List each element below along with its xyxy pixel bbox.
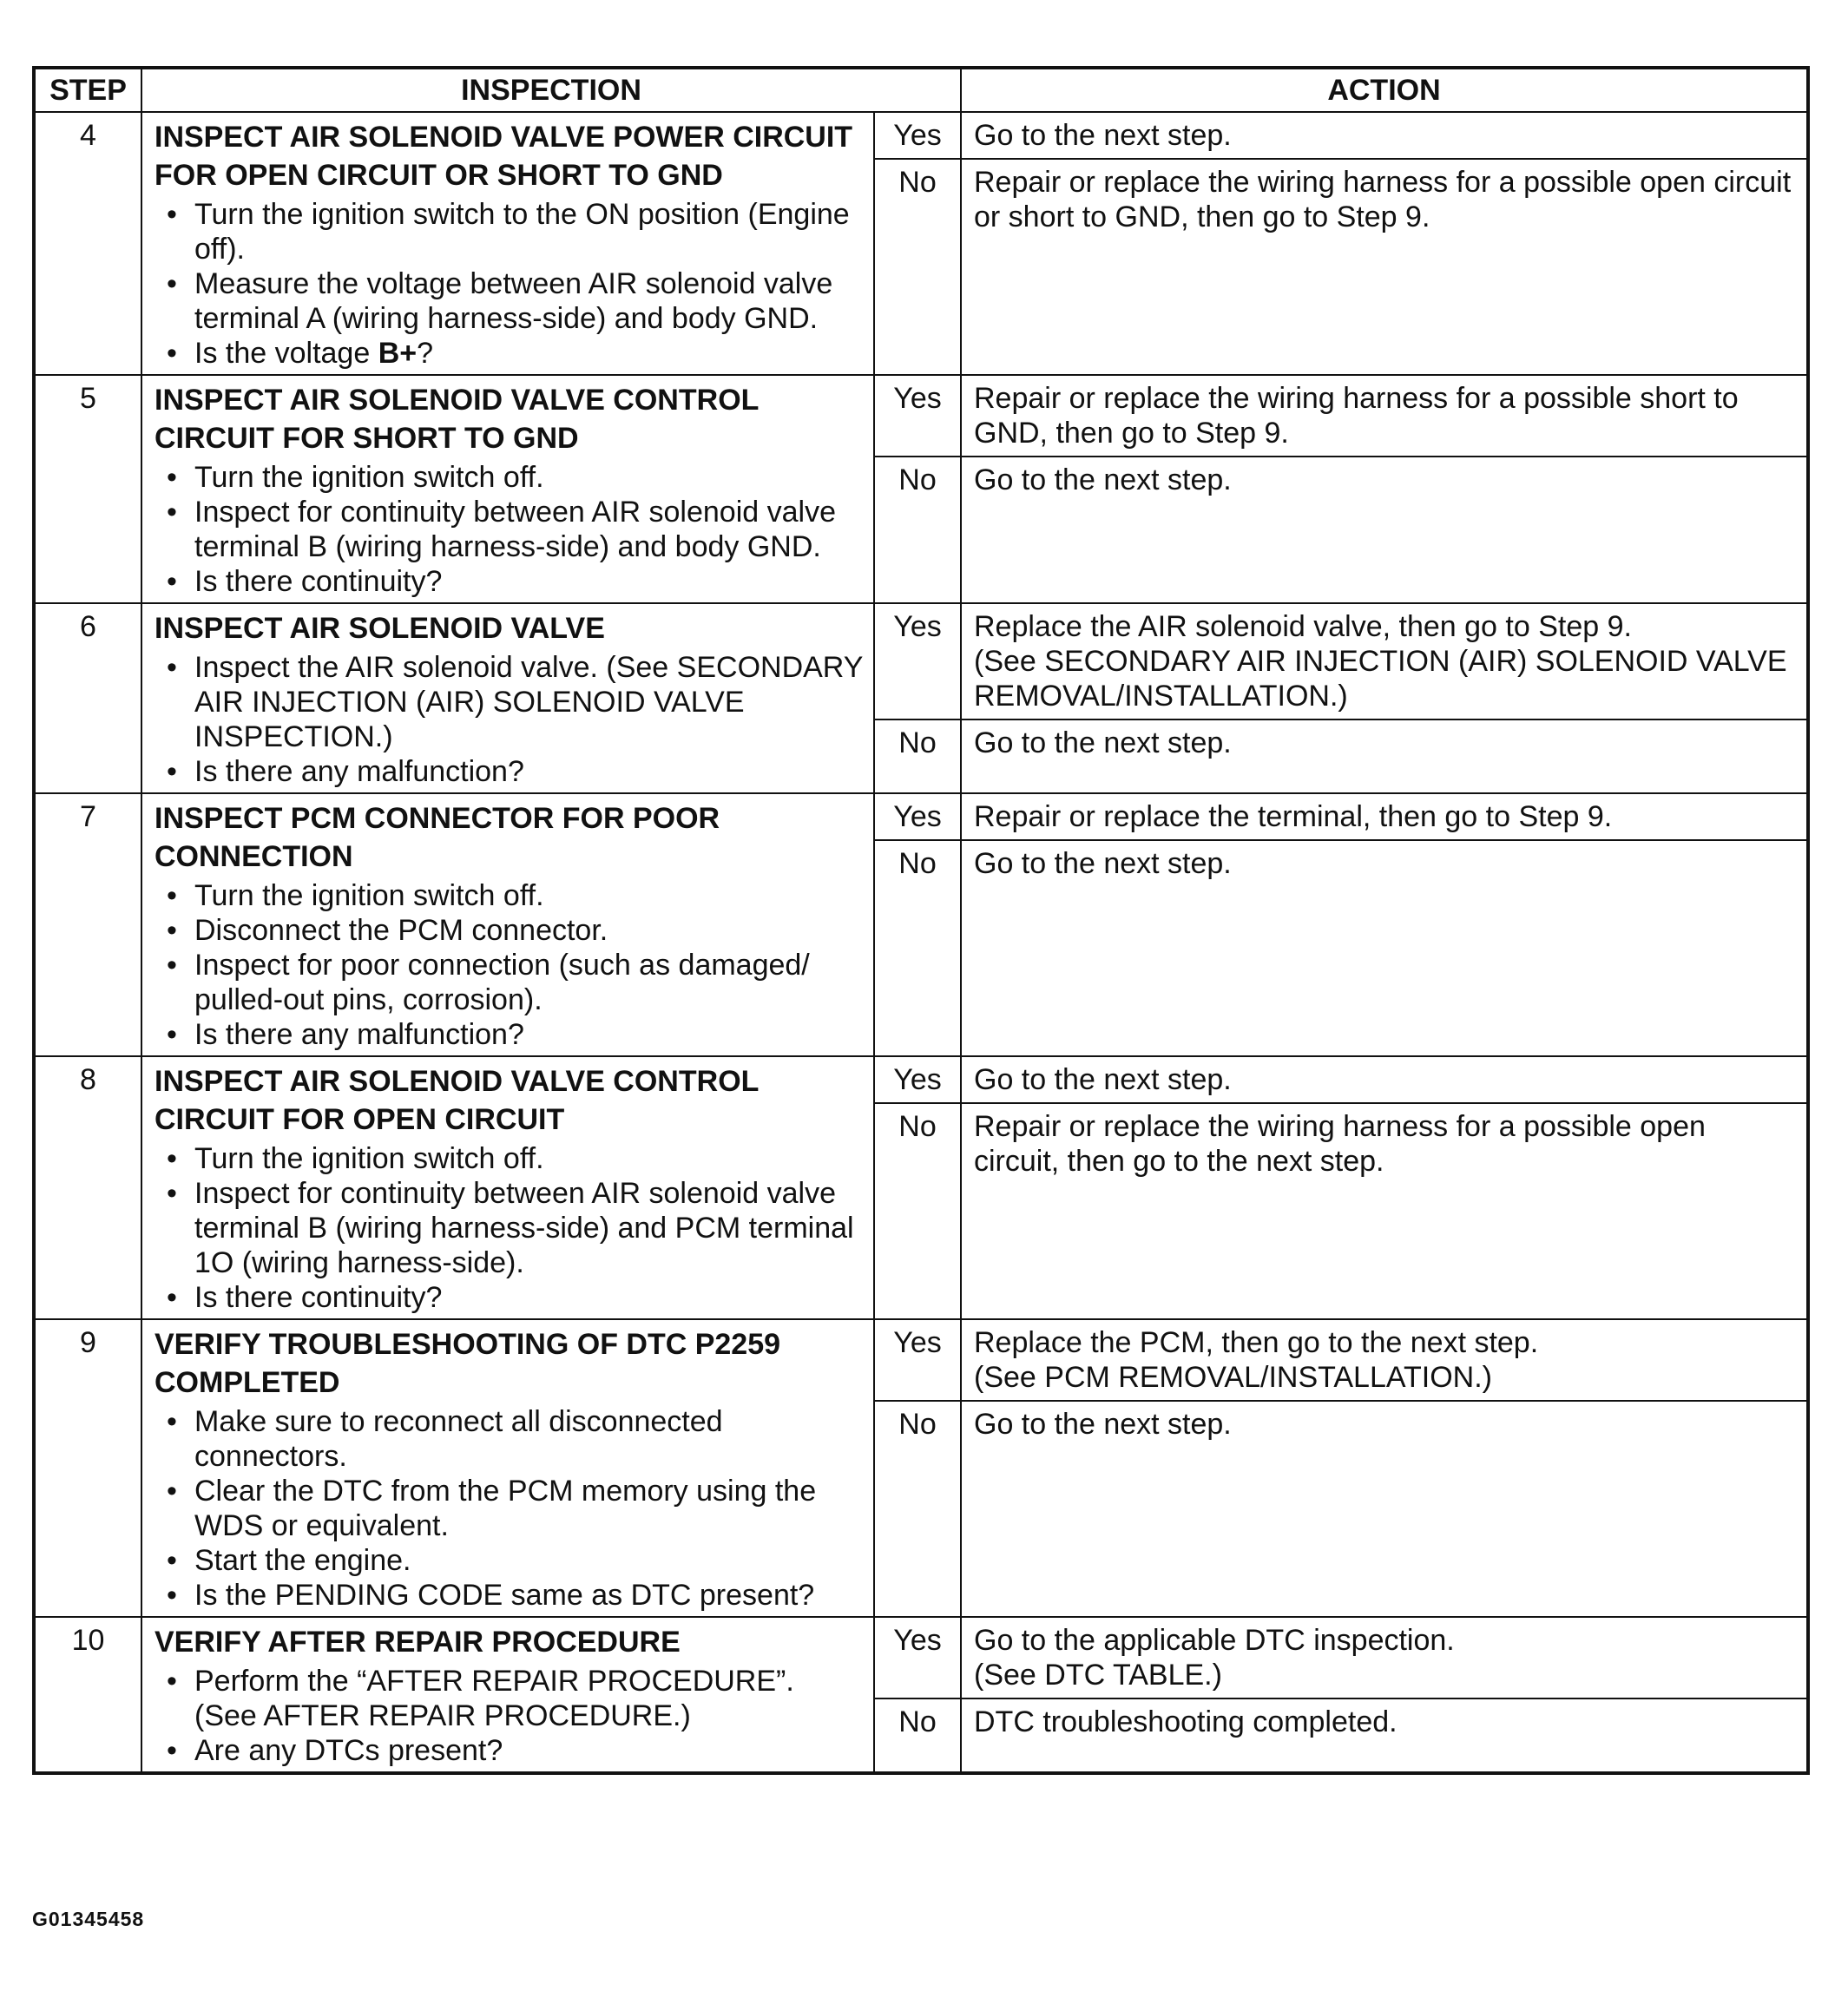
inspection-bullet: • Is the PENDING CODE same as DTC present? — [155, 1578, 865, 1613]
step-number: 5 — [34, 375, 141, 603]
inspection-bullet: • Start the engine. — [155, 1543, 865, 1578]
yes-action: Repair or replace the terminal, then go to Step 9. — [961, 793, 1808, 840]
inspection-bullet: • Inspect for continuity between AIR solenoid valve terminal B (wiring harness-side) and body GND. — [155, 495, 865, 564]
no-label: No — [874, 1103, 961, 1319]
header-step: STEP — [34, 68, 141, 112]
inspection-bullet: • Turn the ignition switch off. — [155, 878, 865, 913]
action-line: Go to the applicable DTC inspection. — [974, 1624, 1455, 1657]
no-label: No — [874, 719, 961, 793]
table-row — [34, 375, 1808, 457]
table-row — [34, 1056, 1808, 1103]
step-number: 6 — [34, 603, 141, 793]
inspection-bullets — [155, 1141, 865, 1315]
inspection-bullets — [155, 1404, 865, 1613]
inspection-bullet: • Disconnect the PCM connector. — [155, 913, 865, 948]
inspection-bullet: • Turn the ignition switch off. — [155, 460, 865, 495]
yes-label: Yes — [874, 1056, 961, 1103]
inspection-bullets — [155, 650, 865, 789]
no-action: DTC troubleshooting completed. — [961, 1698, 1808, 1773]
action-line: Replace the PCM, then go to the next step. — [974, 1326, 1539, 1359]
inspection-title: INSPECT AIR SOLENOID VALVE CONTROL CIRCUIT FOR SHORT TO GND — [155, 384, 759, 455]
inspection-cell — [141, 603, 874, 793]
step-number: 7 — [34, 793, 141, 1056]
table-row — [34, 1319, 1808, 1401]
figure-id: G01345458 — [32, 1908, 145, 1930]
inspection-bullet: • Is there continuity? — [155, 1280, 865, 1315]
inspection-cell — [141, 1319, 874, 1617]
no-action: Repair or replace the wiring harness for a possible open circuit or short to GND, then go to Step 9. — [961, 159, 1808, 375]
no-action: Go to the next step. — [961, 840, 1808, 1056]
yes-action: Repair or replace the wiring harness for a possible short to GND, then go to Step 9. — [961, 375, 1808, 457]
step-number: 10 — [34, 1617, 141, 1773]
yes-label: Yes — [874, 1319, 961, 1401]
inspection-bullets — [155, 878, 865, 1052]
header-inspection: INSPECTION — [141, 68, 961, 112]
inspection-bullet: • Is there any malfunction? — [155, 1017, 865, 1052]
bullet-text: ? — [417, 337, 434, 370]
yes-label: Yes — [874, 1617, 961, 1698]
inspection-cell — [141, 1617, 874, 1773]
inspection-bullet: • Measure the voltage between AIR solenoid valve terminal A (wiring harness-side) and body GND. — [155, 266, 865, 336]
inspection-bullet — [155, 336, 865, 371]
diagnostic-procedure-table — [32, 66, 1810, 1775]
action-line: (See PCM REMOVAL/INSTALLATION.) — [974, 1361, 1493, 1394]
inspection-cell — [141, 1056, 874, 1319]
yes-label: Yes — [874, 603, 961, 719]
bullet-text: Is the voltage — [194, 337, 378, 370]
table-row — [34, 112, 1808, 159]
action-line: Replace the AIR solenoid valve, then go to Step 9. — [974, 610, 1632, 643]
inspection-cell — [141, 112, 874, 375]
yes-label: Yes — [874, 375, 961, 457]
no-action: Repair or replace the wiring harness for a possible open circuit, then go to the next step. — [961, 1103, 1808, 1319]
inspection-bullet: • Are any DTCs present? — [155, 1733, 865, 1768]
inspection-bullet: • Make sure to reconnect all disconnected connectors. — [155, 1404, 865, 1474]
inspection-title: INSPECT AIR SOLENOID VALVE POWER CIRCUIT FOR OPEN CIRCUIT OR SHORT TO GND — [155, 121, 853, 192]
yes-action: Go to the next step. — [961, 1056, 1808, 1103]
inspection-title: INSPECT AIR SOLENOID VALVE CONTROL CIRCUIT FOR OPEN CIRCUIT — [155, 1065, 759, 1136]
no-label: No — [874, 1401, 961, 1617]
inspection-bullets — [155, 1664, 865, 1768]
inspection-cell — [141, 793, 874, 1056]
yes-action: Go to the next step. — [961, 112, 1808, 159]
table-header-row — [34, 68, 1808, 112]
no-action: Go to the next step. — [961, 457, 1808, 603]
header-action: ACTION — [961, 68, 1808, 112]
inspection-bullet: • Clear the DTC from the PCM memory using the WDS or equivalent. — [155, 1474, 865, 1543]
no-action: Go to the next step. — [961, 719, 1808, 793]
no-label: No — [874, 457, 961, 603]
inspection-title: INSPECT AIR SOLENOID VALVE — [155, 612, 605, 645]
yes-action — [961, 603, 1808, 719]
inspection-bullet: • Inspect the AIR solenoid valve. (See SECONDARY AIR INJECTION (AIR) SOLENOID VALVE INSPECTION.) — [155, 650, 865, 754]
step-number: 8 — [34, 1056, 141, 1319]
action-line: (See SECONDARY AIR INJECTION (AIR) SOLENOID VALVE REMOVAL/INSTALLATION.) — [974, 645, 1787, 713]
inspection-bullet: • Turn the ignition switch off. — [155, 1141, 865, 1176]
no-label: No — [874, 1698, 961, 1773]
action-line: (See DTC TABLE.) — [974, 1659, 1222, 1692]
yes-action — [961, 1617, 1808, 1698]
inspection-bullets — [155, 197, 865, 371]
no-label: No — [874, 840, 961, 1056]
table-row — [34, 603, 1808, 719]
bullet-bold-text: B+ — [378, 337, 418, 370]
inspection-bullets — [155, 460, 865, 599]
inspection-bullet: • Inspect for poor connection (such as damaged/ pulled-out pins, corrosion). — [155, 948, 865, 1017]
inspection-bullet: • Is there any malfunction? — [155, 754, 865, 789]
inspection-title: VERIFY AFTER REPAIR PROCEDURE — [155, 1626, 681, 1659]
inspection-bullet: • Is there continuity? — [155, 564, 865, 599]
inspection-bullet: • Perform the “AFTER REPAIR PROCEDURE”. (See AFTER REPAIR PROCEDURE.) — [155, 1664, 865, 1733]
yes-label: Yes — [874, 112, 961, 159]
yes-action — [961, 1319, 1808, 1401]
no-label: No — [874, 159, 961, 375]
no-action: Go to the next step. — [961, 1401, 1808, 1617]
inspection-bullet: • Inspect for continuity between AIR solenoid valve terminal B (wiring harness-side) and PCM terminal 1O (wiring harness-side). — [155, 1176, 865, 1280]
step-number: 4 — [34, 112, 141, 375]
yes-label: Yes — [874, 793, 961, 840]
table-row — [34, 1617, 1808, 1698]
inspection-title: VERIFY TROUBLESHOOTING OF DTC P2259 COMPLETED — [155, 1328, 781, 1399]
inspection-title: INSPECT PCM CONNECTOR FOR POOR CONNECTION — [155, 802, 720, 873]
inspection-bullet: • Turn the ignition switch to the ON position (Engine off). — [155, 197, 865, 266]
step-number: 9 — [34, 1319, 141, 1617]
table-row — [34, 793, 1808, 840]
inspection-cell — [141, 375, 874, 603]
